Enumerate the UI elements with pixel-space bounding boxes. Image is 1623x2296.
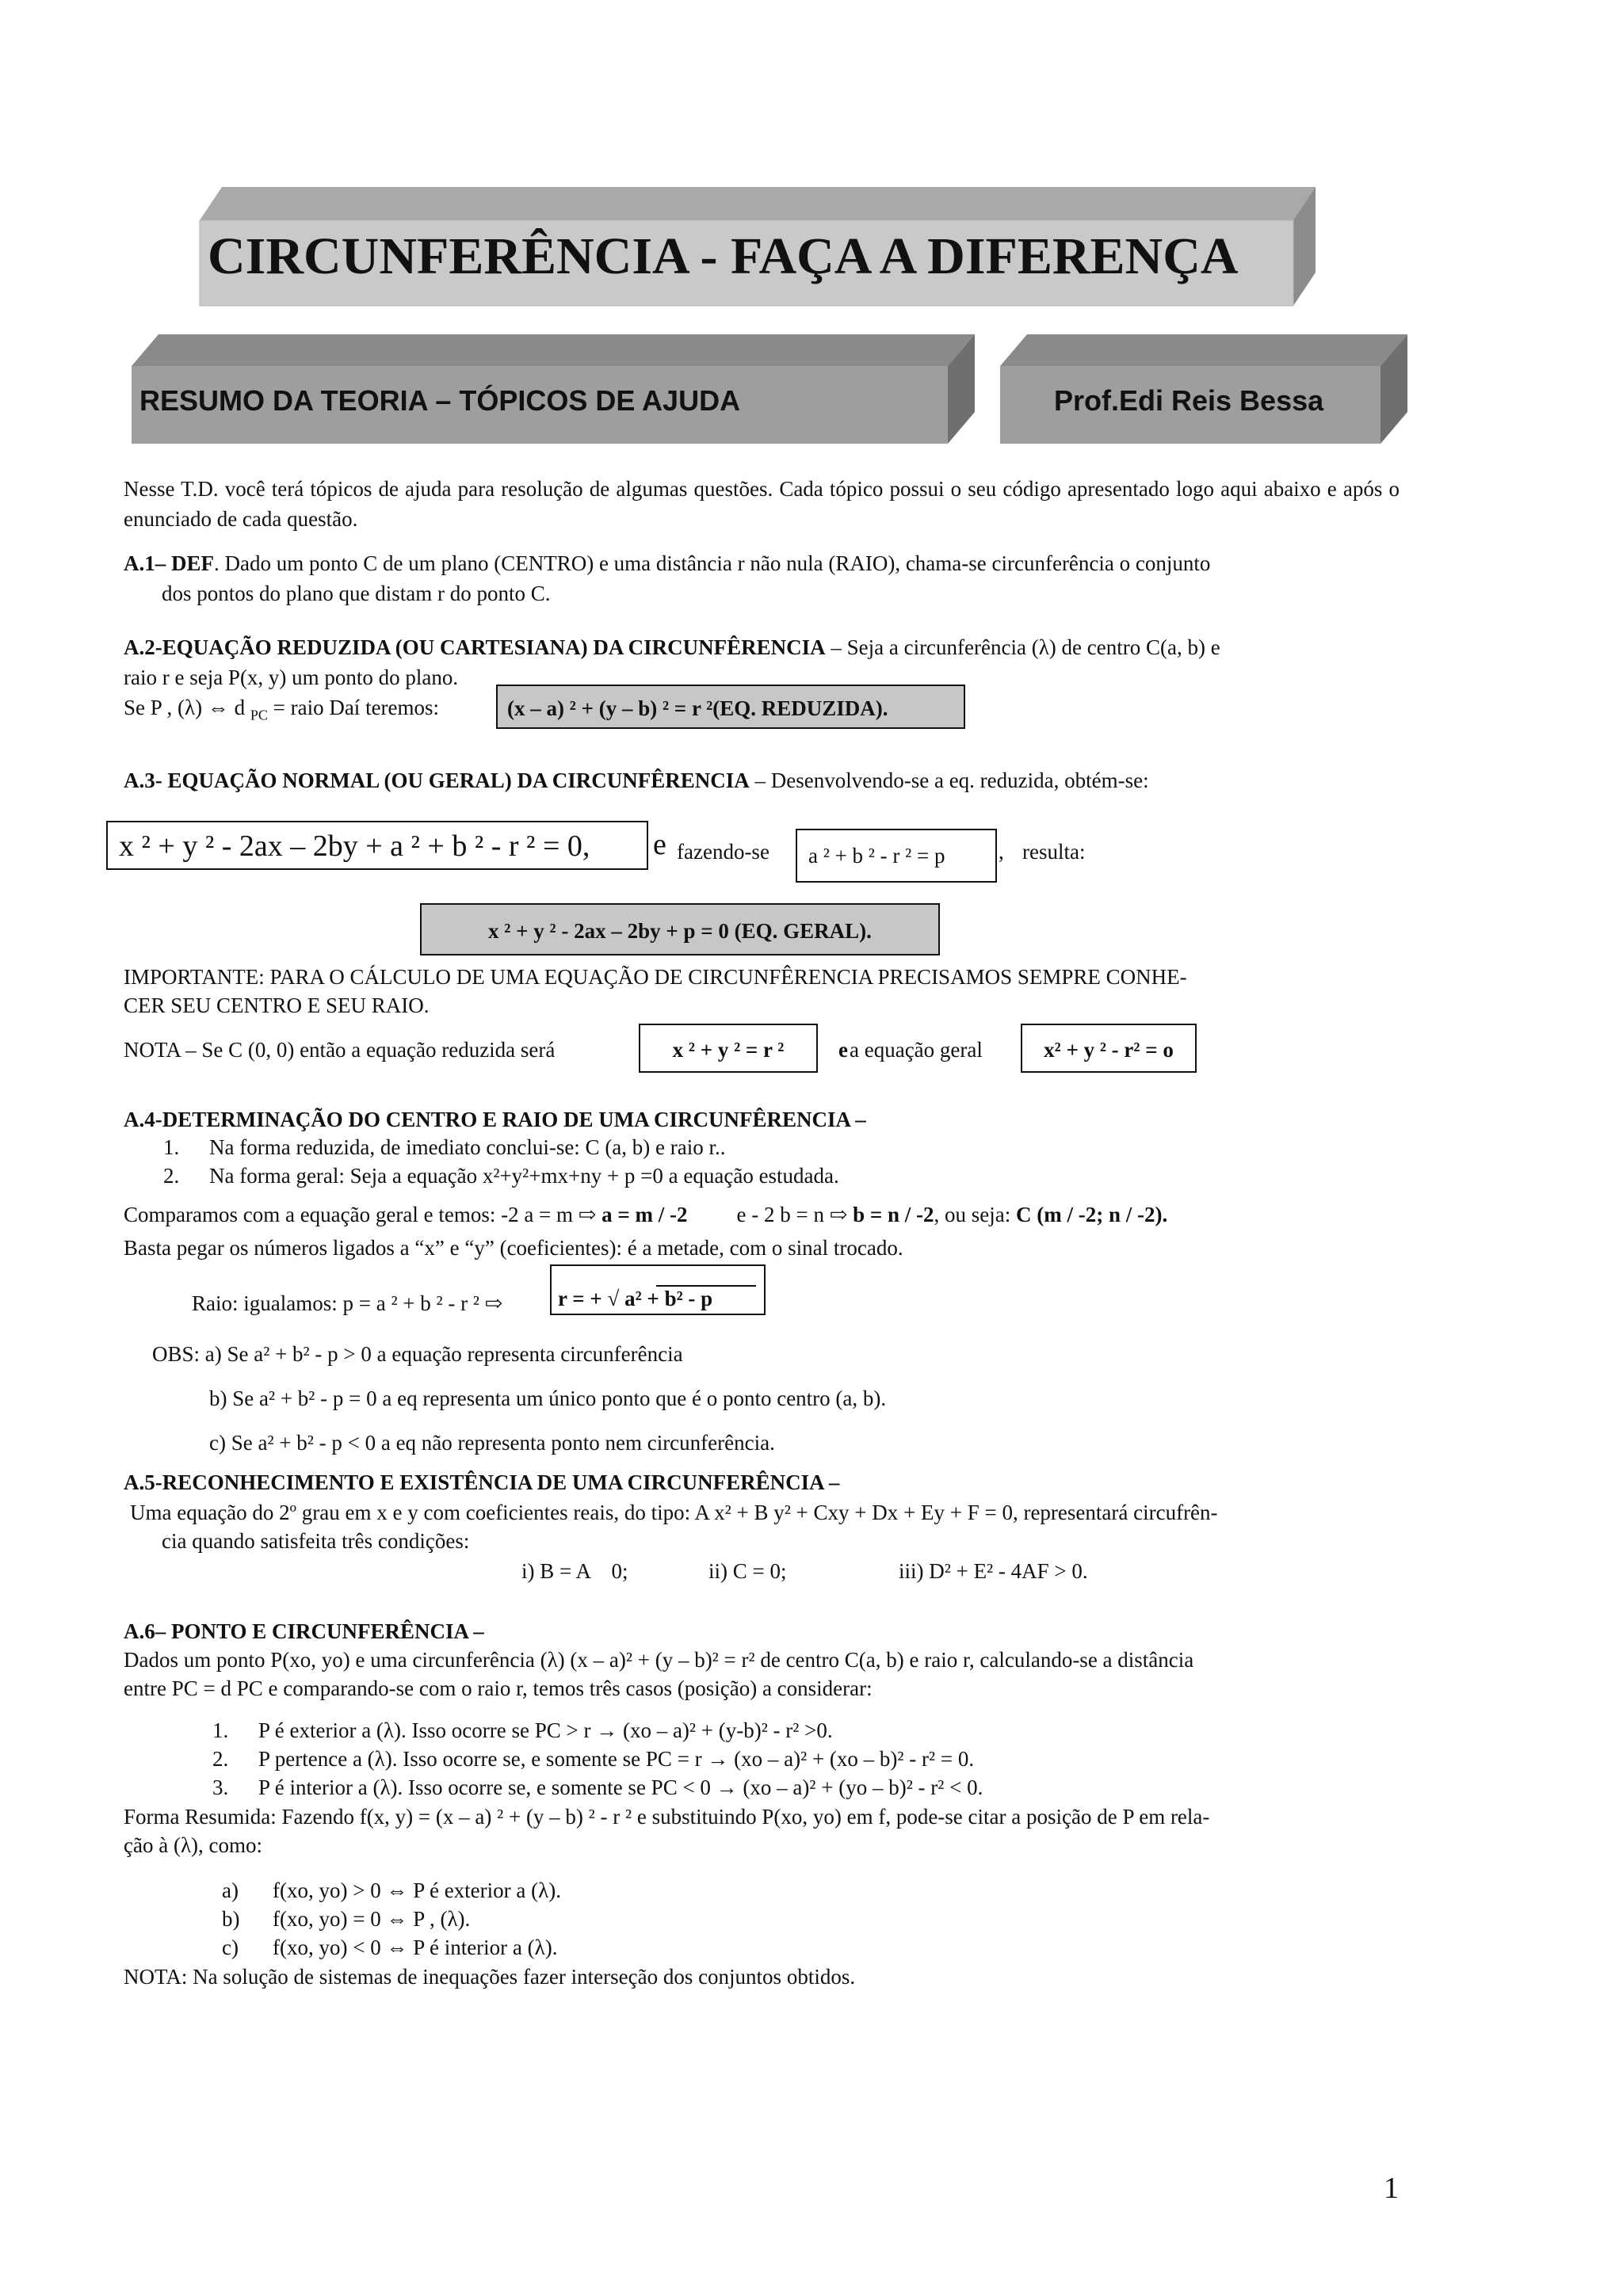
a6-letter-b bbox=[222, 1905, 470, 1933]
a6-item-1-num: 1. bbox=[212, 1718, 229, 1742]
a4-compare-b1: a = m / -2 bbox=[601, 1203, 688, 1226]
a6-item-1-text: P é exterior a (λ). Isso ocorre se PC > r → (xo – a)² + (y-b)² - r² >0. bbox=[258, 1718, 833, 1742]
a4-item-1 bbox=[163, 1133, 726, 1161]
a6-resumida-2: ção à (λ), como: bbox=[124, 1833, 263, 1857]
a1-text-1: . Dado um ponto C de um plano (CENTRO) e uma distância r não nula (RAIO), chama-se circunferência o conjunto bbox=[214, 551, 1211, 575]
a5-cond-3: iii) D² + E² - 4AF > 0. bbox=[899, 1559, 1088, 1583]
a6-letter-a-text: f(xo, yo) > 0 ⇔ P é exterior a (λ). bbox=[273, 1878, 561, 1902]
a6-letter-b-text: f(xo, yo) = 0 ⇔ P , (λ). bbox=[273, 1907, 471, 1931]
p-definition-box: a ² + b ² - r ² = p bbox=[796, 829, 997, 883]
obs-a: OBS: a) Se a² + b² - p > 0 a equação representa circunferência bbox=[152, 1342, 683, 1366]
a2-sub: PC bbox=[250, 707, 268, 723]
page-title: CIRCUNFERÊNCIA - FAÇA A DIFERENÇA bbox=[208, 227, 1239, 285]
eq-reduzida-box: (x – a) ² + (y – b) ² = r ²(EQ. REDUZIDA). bbox=[496, 685, 965, 729]
a5-cond-2: ii) C = 0; bbox=[708, 1559, 787, 1583]
nota-reduzida-box: x ² + y ² = r ² bbox=[639, 1024, 818, 1073]
a6-heading: A.6– PONTO E CIRCUNFERÊNCIA – bbox=[124, 1619, 484, 1643]
a3-text: – Desenvolvendo-se a eq. reduzida, obtém-se: bbox=[749, 769, 1149, 792]
radical-overline bbox=[656, 1285, 756, 1287]
a1-line-2: dos pontos do plano que distam r do ponto C. bbox=[162, 582, 551, 605]
a4-item-1-num: 1. bbox=[163, 1135, 180, 1159]
nota-e: e bbox=[838, 1038, 848, 1062]
a4-compare-b2: b = n / -2 bbox=[853, 1203, 934, 1226]
a5-heading: A.5-RECONHECIMENTO E EXISTÊNCIA DE UMA CIRCUNFERÊNCIA – bbox=[124, 1470, 840, 1494]
a6-letter-c-num: c) bbox=[222, 1936, 239, 1959]
a6-letter-c-text: f(xo, yo) < 0 ⇔ P é interior a (λ). bbox=[273, 1936, 558, 1959]
a6-nota: NOTA: Na solução de sistemas de inequações fazer interseção dos conjuntos obtidos. bbox=[124, 1965, 856, 1989]
a6-item-3-text: P é interior a (λ). Isso ocorre se, e somente se PC < 0 → (xo – a)² + (yo – b)² - r² < 0. bbox=[258, 1775, 983, 1799]
a6-item-2-num: 2. bbox=[212, 1747, 229, 1771]
nota-geral-text: a equação geral bbox=[850, 1038, 983, 1062]
eq-comma: , bbox=[999, 840, 1004, 864]
a6-item-3 bbox=[212, 1773, 983, 1802]
intro-paragraph: Nesse T.D. você terá tópicos de ajuda para resolução de algumas questões. Cada tópico possui o seu código apresentado logo aqui abaixo e após o enunciado de cada questão. bbox=[124, 477, 1400, 531]
a3-line-1 bbox=[124, 765, 1149, 795]
a2-line-2: raio r e seja P(x, y) um ponto do plano. bbox=[124, 666, 459, 689]
nota-geral-box: x² + y ² - r² = o bbox=[1021, 1024, 1197, 1073]
eq-e: e bbox=[653, 828, 666, 861]
a6-resumida-1: Forma Resumida: Fazendo f(x, y) = (x – a) ² + (y – b) ² - r ² e substituindo P(xo, yo) em f, pode-se citar a posição de P em rela- bbox=[124, 1805, 1210, 1829]
a6-letter-a bbox=[222, 1876, 561, 1905]
a2-heading: A.2-EQUAÇÃO REDUZIDA (OU CARTESIANA) DA CIRCUNFÊRENCIA bbox=[124, 635, 826, 659]
a1-code: A.1– DEF bbox=[124, 551, 214, 575]
eq-geral-box: x ² + y ² - 2ax – 2by + p = 0 (EQ. GERAL). bbox=[420, 903, 940, 955]
page-number: 1 bbox=[1384, 2172, 1399, 2205]
obs-b: b) Se a² + b² - p = 0 a eq representa um único ponto que é o ponto centro (a, b). bbox=[209, 1386, 887, 1410]
a6-letter-c bbox=[222, 1933, 557, 1962]
important-line-1: IMPORTANTE: PARA O CÁLCULO DE UMA EQUAÇÃO DE CIRCUNFÊRENCIA PRECISAMOS SEMPRE CONHE- bbox=[124, 965, 1187, 989]
a5-cond-1: i) B = A 0; bbox=[521, 1559, 628, 1583]
a2-line-1 bbox=[124, 632, 1220, 662]
subtitle-left: RESUMO DA TEORIA – TÓPICOS DE AJUDA bbox=[139, 384, 741, 417]
a6-text-1: Dados um ponto P(xo, yo) e uma circunferência (λ) (x – a)² + (y – b)² = r² de centro C(a, b) e raio r, calculando-se a distância bbox=[124, 1648, 1194, 1672]
a4-compare bbox=[124, 1199, 1167, 1230]
important-line-2: CER SEU CENTRO E SEU RAIO. bbox=[124, 994, 430, 1017]
a2-text-3b: = raio Daí teremos: bbox=[267, 696, 440, 719]
a5-text-2: cia quando satisfeita três condições: bbox=[162, 1529, 470, 1553]
a4-compare-2: e - 2 b = n ⇨ bbox=[736, 1203, 854, 1226]
a6-item-1 bbox=[212, 1716, 833, 1745]
subtitle-right: Prof.Edi Reis Bessa bbox=[1054, 384, 1324, 417]
a2-text-3a: Se P , (λ) ⇔ d bbox=[124, 696, 246, 719]
a6-item-2 bbox=[212, 1745, 974, 1773]
a4-item-2-text: Na forma geral: Seja a equação x²+y²+mx+ny + p =0 a equação estudada. bbox=[209, 1164, 839, 1188]
eq-resulta: resulta: bbox=[1022, 840, 1086, 864]
a3-heading: A.3- EQUAÇÃO NORMAL (OU GERAL) DA CIRCUNFÊRENCIA bbox=[124, 769, 750, 792]
a1-line-1 bbox=[124, 548, 1210, 578]
eq-fazendo: fazendo-se bbox=[677, 840, 769, 864]
a4-item-2-num: 2. bbox=[163, 1164, 180, 1188]
a4-raio-text: Raio: igualamos: p = a ² + b ² - r ² ⇨ bbox=[192, 1291, 503, 1315]
a4-compare-b3: C (m / -2; n / -2). bbox=[1016, 1203, 1168, 1226]
a6-text-2: entre PC = d PC e comparando-se com o raio r, temos três casos (posição) a considerar: bbox=[124, 1676, 873, 1700]
a5-text-1: Uma equação do 2º grau em x e y com coeficientes reais, do tipo: A x² + B y² + Cxy + Dx + Ey + F = 0, representará circufrên- bbox=[130, 1501, 1218, 1524]
a6-item-2-text: P pertence a (λ). Isso ocorre se, e somente se PC = r → (xo – a)² + (xo – b)² - r² = 0. bbox=[258, 1747, 975, 1771]
a2-text-1: – Seja a circunferência (λ) de centro C(a, b) e bbox=[825, 635, 1220, 659]
a4-compare-3: , ou seja: bbox=[934, 1203, 1017, 1226]
raio-formula-box: r = + √ a² + b² - p bbox=[550, 1264, 766, 1315]
a4-heading: A.4-DETERMINAÇÃO DO CENTRO E RAIO DE UMA CIRCUNFÊRENCIA – bbox=[124, 1108, 866, 1131]
a4-item-2 bbox=[163, 1161, 839, 1190]
obs-c: c) Se a² + b² - p < 0 a eq não representa ponto nem circunferência. bbox=[209, 1431, 775, 1455]
nota-text: NOTA – Se C (0, 0) então a equação reduzida será bbox=[124, 1038, 556, 1062]
a4-compare-1: Comparamos com a equação geral e temos: -2 a = m ⇨ bbox=[124, 1203, 602, 1226]
a4-basta: Basta pegar os números ligados a “x” e “y” (coeficientes): é a metade, com o sinal trocado. bbox=[124, 1236, 903, 1260]
a6-letter-a-num: a) bbox=[222, 1878, 239, 1902]
eq-expanded-box: x ² + y ² - 2ax – 2by + a ² + b ² - r ² = 0, bbox=[106, 821, 648, 870]
a6-item-3-num: 3. bbox=[212, 1775, 229, 1799]
a4-item-1-text: Na forma reduzida, de imediato conclui-se: C (a, b) e raio r.. bbox=[209, 1135, 726, 1159]
a2-line-3 bbox=[124, 692, 439, 730]
a6-letter-b-num: b) bbox=[222, 1907, 240, 1931]
